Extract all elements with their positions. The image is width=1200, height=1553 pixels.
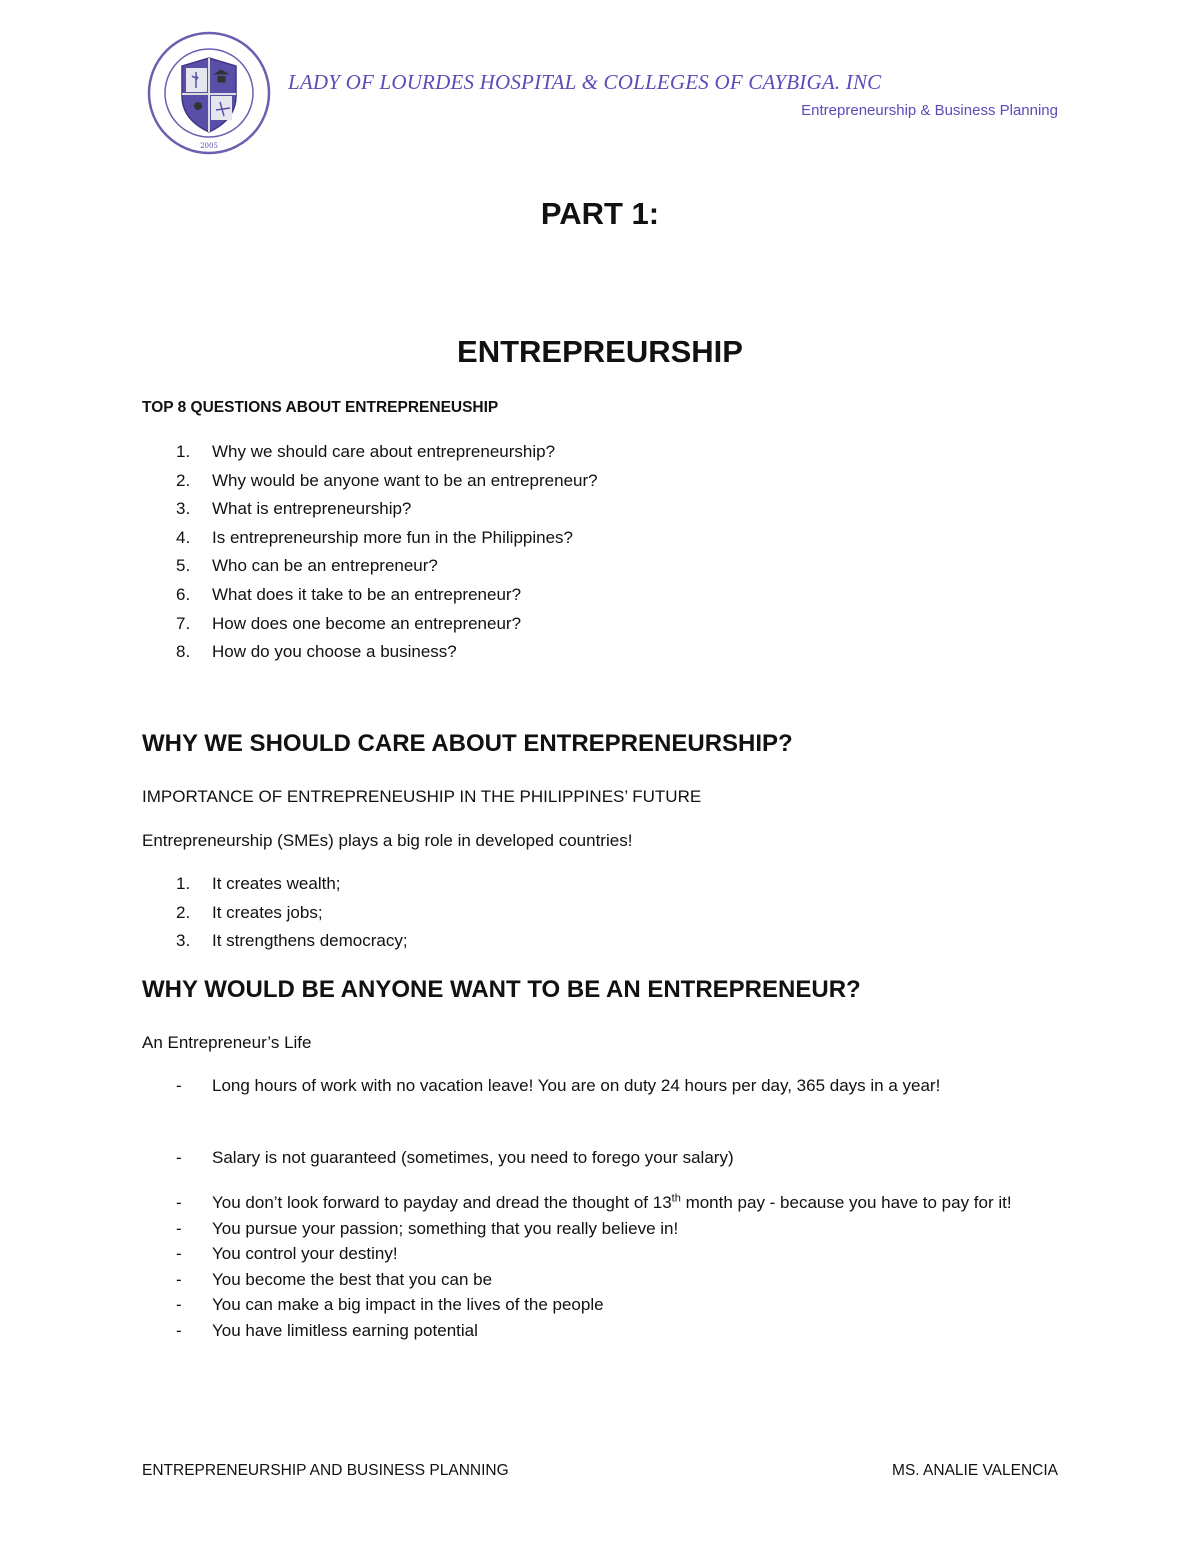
life-list <box>142 1190 1062 1343</box>
list-item: 3. It strengthens democracy; <box>176 931 408 951</box>
svg-text:2005: 2005 <box>200 142 218 150</box>
life-list <box>142 1145 1062 1171</box>
section-intro: An Entrepreneur’s Life <box>142 1033 312 1052</box>
list-item: - You pursue your passion; something that you really believe in! <box>176 1218 679 1238</box>
list-item: 2. It creates jobs; <box>176 902 323 922</box>
list-item: - You don’t look forward to payday and dread the thought of 13th month pay - because you have to pay for it! <box>176 1192 1012 1212</box>
list-item: 2. Why would be anyone want to be an entrepreneur? <box>176 470 598 490</box>
section-heading-care: WHY WE SHOULD CARE ABOUT ENTREPRENEURSHIP? <box>142 730 793 757</box>
footer-course: ENTREPRENEURSHIP AND BUSINESS PLANNING <box>142 1462 509 1479</box>
list-item: 4. Is entrepreneurship more fun in the Philippines? <box>176 527 573 547</box>
section-subheading: IMPORTANCE OF ENTREPRENEUSHIP IN THE PHILIPPINES’ FUTURE <box>142 787 702 806</box>
list-item: - You control your destiny! <box>176 1244 398 1263</box>
list-item: - You become the best that you can be <box>176 1269 493 1289</box>
list-item: 7. How does one become an entrepreneur? <box>176 613 522 633</box>
section-heading-why: WHY WOULD BE ANYONE WANT TO BE AN ENTREPRENEUR? <box>142 976 861 1003</box>
page-title: ENTREPREURSHIP <box>457 334 743 369</box>
list-item: - You can make a big impact in the lives of the people <box>176 1295 604 1314</box>
list-item: 1. Why we should care about entrepreneurship? <box>176 442 556 461</box>
importance-list <box>142 870 1062 956</box>
list-item: 5. Who can be an entrepreneur? <box>176 556 438 576</box>
part-title: PART 1: <box>540 196 660 231</box>
course-name: Entrepreneurship & Business Planning <box>801 102 1058 119</box>
life-list <box>142 1073 1062 1099</box>
questions-heading: TOP 8 QUESTIONS ABOUT ENTREPRENEUSHIP <box>142 399 499 416</box>
list-item: - Long hours of work with no vacation leave! You are on duty 24 hours per day, 365 days in a year! <box>176 1076 941 1095</box>
list-item: - You have limitless earning potential <box>176 1320 478 1340</box>
questions-list <box>142 438 1062 667</box>
list-item: 6. What does it take to be an entrepreneur? <box>176 584 522 604</box>
section-intro: Entrepreneurship (SMEs) plays a big role in developed countries! <box>142 831 633 850</box>
list-item: 1. It creates wealth; <box>176 874 341 893</box>
list-item: 8. How do you choose a business? <box>176 642 457 662</box>
school-seal-icon <box>146 30 272 156</box>
footer-instructor: MS. ANALIE VALENCIA <box>892 1462 1058 1479</box>
list-item: - Salary is not guaranteed (sometimes, you need to forego your salary) <box>176 1148 734 1167</box>
school-name: LADY OF LOURDES HOSPITAL & COLLEGES OF CAYBIGA. INC <box>288 70 882 94</box>
list-item: 3. What is entrepreneurship? <box>176 499 412 519</box>
